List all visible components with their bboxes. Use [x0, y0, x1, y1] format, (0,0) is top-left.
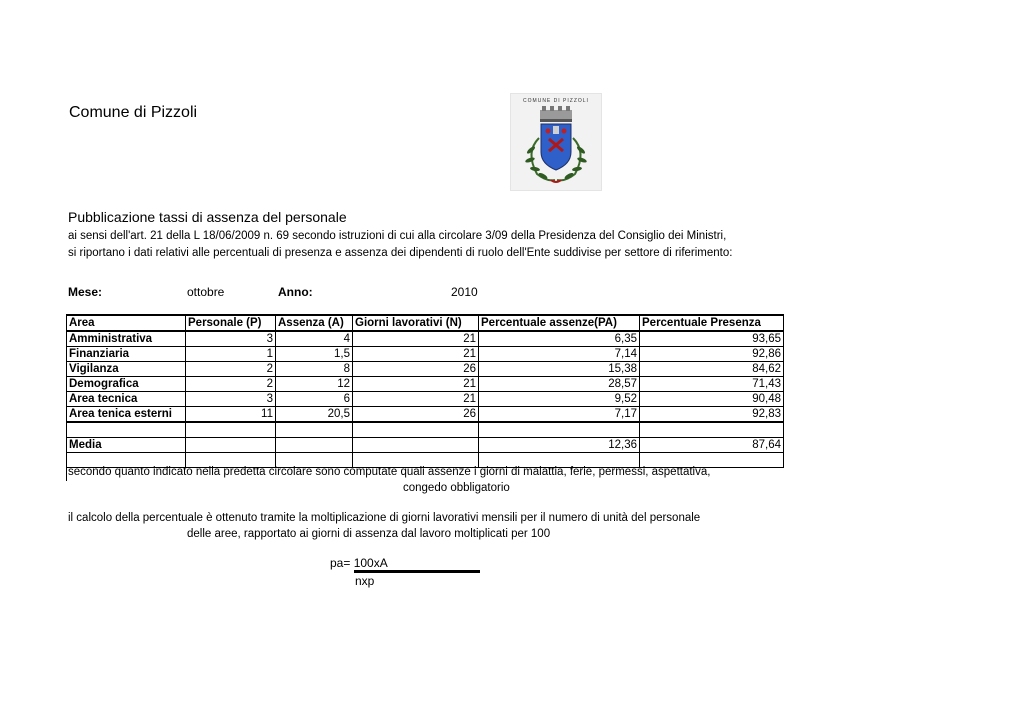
note-calculation-line-1: il calcolo della percentuale è ottenuto tramite la moltiplicazione di giorni lavorativi mensili per il numero di unità del personale	[68, 512, 701, 524]
cell-personale: 11	[186, 407, 276, 423]
table-header-row	[67, 315, 784, 331]
cell-media-label: Media	[67, 438, 186, 453]
year-label: Anno:	[278, 285, 313, 299]
year-value: 2010	[451, 285, 478, 299]
cell-area: Demografica	[67, 377, 186, 392]
cell-giorni: 21	[353, 331, 479, 347]
intro-line-1: ai sensi dell'art. 21 della L 18/06/2009 n. 69 secondo istruzioni di cui alla circolare 3/09 della Presidenza del Consiglio dei Ministri,	[68, 230, 727, 242]
cell-assenza: 20,5	[276, 407, 353, 423]
cell-perc-assenze: 6,35	[479, 331, 640, 347]
cell-perc-presenza: 90,48	[640, 392, 784, 407]
table-right-border-extension	[783, 447, 784, 465]
cell-perc-presenza: 93,65	[640, 331, 784, 347]
header-assenza: Assenza (A)	[276, 315, 353, 331]
table-row	[67, 347, 784, 362]
cell-personale: 2	[186, 377, 276, 392]
intro-line-2: si riportano i dati relativi alle percentuali di presenza e assenza dei dipendenti di ruolo dell'Ente suddivise per settore di riferimento:	[68, 247, 733, 259]
cell-assenza: 6	[276, 392, 353, 407]
cell-perc-presenza: 71,43	[640, 377, 784, 392]
cell-giorni: 26	[353, 407, 479, 423]
cell-personale: 3	[186, 331, 276, 347]
section-subtitle: Pubblicazione tassi di assenza del personale	[68, 209, 347, 225]
table-row	[67, 392, 784, 407]
cell-assenza: 12	[276, 377, 353, 392]
note-absences-line-2: congedo obbligatorio	[403, 482, 510, 494]
page-title: Comune di Pizzoli	[69, 104, 198, 121]
cell-giorni: 26	[353, 362, 479, 377]
cell-assenza: 1,5	[276, 347, 353, 362]
header-perc-presenza: Percentuale Presenza	[640, 315, 784, 331]
formula-denominator: nxp	[355, 574, 375, 588]
logo-caption: COMUNE DI PIZZOLI	[523, 98, 589, 104]
cell-media-personale	[186, 438, 276, 453]
cell-media-giorni	[353, 438, 479, 453]
cell-area: Area tecnica	[67, 392, 186, 407]
formula-numerator-row	[330, 556, 388, 570]
cell-area: Area tenica esterni	[67, 407, 186, 423]
municipal-coat-of-arms-logo	[510, 93, 602, 191]
header-personale: Personale (P)	[186, 315, 276, 331]
note-absences-line-1: secondo quanto indicato nella predetta circolare sono computate quali assenze i giorni di malattia, ferie, permessi, aspettativa,	[68, 466, 711, 478]
cell-personale: 2	[186, 362, 276, 377]
formula-fraction-bar	[354, 570, 480, 573]
cell-perc-assenze: 15,38	[479, 362, 640, 377]
cell-assenza: 4	[276, 331, 353, 347]
cell-perc-assenze: 7,14	[479, 347, 640, 362]
cell-giorni: 21	[353, 377, 479, 392]
cell-area: Vigilanza	[67, 362, 186, 377]
month-label: Mese:	[68, 285, 103, 299]
cell-perc-assenze: 7,17	[479, 407, 640, 423]
cell-media-perc-assenze: 12,36	[479, 438, 640, 453]
cell-giorni: 21	[353, 392, 479, 407]
cell-perc-assenze: 9,52	[479, 392, 640, 407]
table-media-row	[67, 438, 784, 453]
cell-assenza: 8	[276, 362, 353, 377]
cell-area: Amministrativa	[67, 331, 186, 347]
cell-media-assenza	[276, 438, 353, 453]
table-row	[67, 407, 784, 423]
cell-perc-presenza: 92,86	[640, 347, 784, 362]
cell-giorni: 21	[353, 347, 479, 362]
header-perc-assenze: Percentuale assenze(PA)	[479, 315, 640, 331]
absence-table	[66, 314, 784, 468]
table-row	[67, 377, 784, 392]
table-left-border-extension	[66, 463, 67, 481]
table-row	[67, 362, 784, 377]
formula-lhs: pa=	[330, 556, 351, 570]
header-area: Area	[67, 315, 186, 331]
note-calculation-line-2: delle aree, rapportato ai giorni di assenza dal lavoro moltiplicati per 100	[187, 528, 551, 540]
cell-personale: 1	[186, 347, 276, 362]
cell-personale: 3	[186, 392, 276, 407]
cell-perc-presenza: 92,83	[640, 407, 784, 423]
cell-perc-assenze: 28,57	[479, 377, 640, 392]
cell-media-perc-presenza: 87,64	[640, 438, 784, 453]
cell-perc-presenza: 84,62	[640, 362, 784, 377]
cell-area: Finanziaria	[67, 347, 186, 362]
table-spacer-row	[67, 422, 784, 438]
table-row	[67, 331, 784, 347]
header-giorni: Giorni lavorativi (N)	[353, 315, 479, 331]
month-value: ottobre	[187, 285, 225, 299]
formula-numerator: 100xA	[353, 556, 388, 570]
